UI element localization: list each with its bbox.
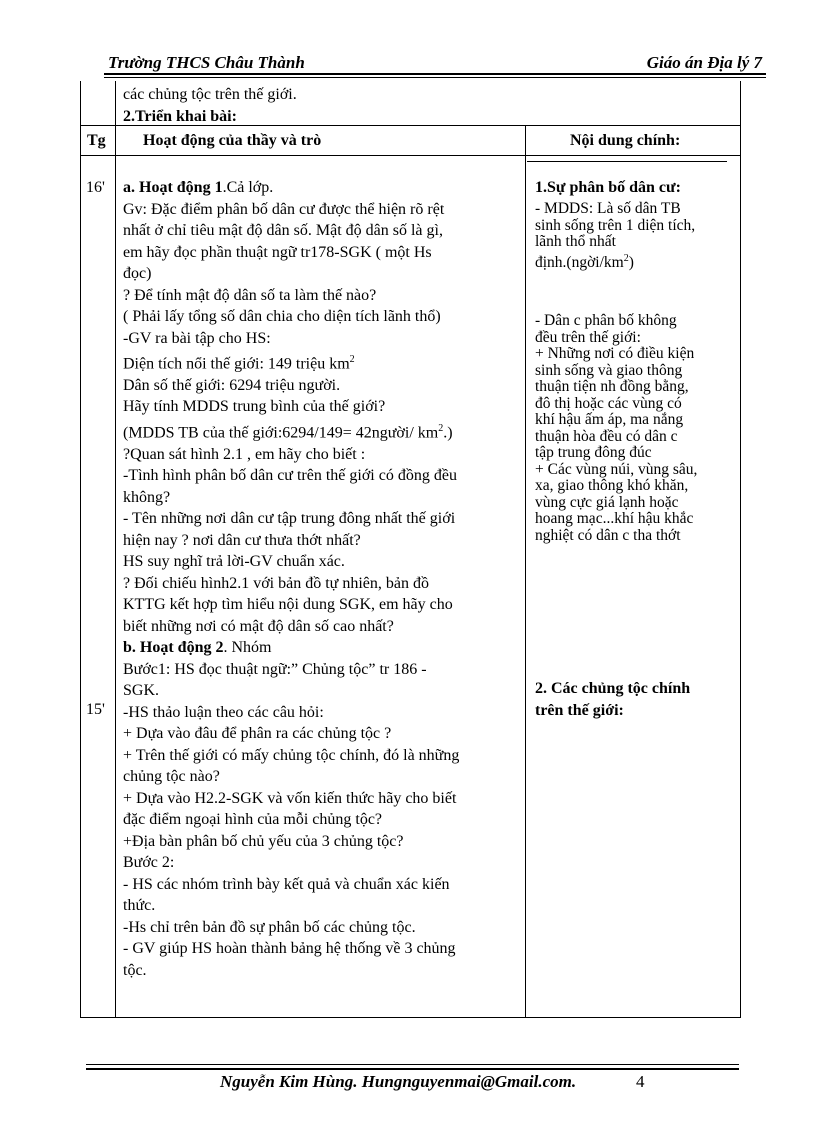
header-activity: Hoạt động của thầy và trò xyxy=(143,132,322,149)
activity-line: không? xyxy=(123,488,171,506)
activity-line: a. Hoạt động 1.Cả lớp. xyxy=(123,179,274,196)
activity-line: ?Quan sát hình 2.1 , em hãy cho biết : xyxy=(123,445,366,463)
header-school: Trường THCS Châu Thành xyxy=(108,53,305,72)
activity-line: - Tên những nơi dân cư tập trung đông nhất thế giới xyxy=(123,510,456,528)
activity-line: Bước1: HS đọc thuật ngữ:” Chủng tộc” tr 186 - xyxy=(123,660,427,678)
footer-author: Nguyễn Kim Hùng. Hungnguyenmai@Gmail.com. xyxy=(220,1072,577,1091)
content-line: - MDDS: Là số dân TB xyxy=(535,200,681,217)
content-header-underline xyxy=(527,161,727,162)
activity-1-label: a. Hoạt động 1 xyxy=(123,179,223,196)
time-activity-1: 16' xyxy=(86,179,105,196)
content-column-1 xyxy=(535,201,695,271)
activity-line: Dân số thế giới: 6294 triệu người. xyxy=(123,376,341,394)
intro-line-1: các chủng tộc trên thế giới. xyxy=(123,86,297,103)
activity-line: +Địa bàn phân bố chủ yếu của 3 chủng tộc? xyxy=(123,832,404,850)
content-column-divider xyxy=(525,125,526,1018)
activity-line: - HS các nhóm trình bày kết quả và chuẩn xác kiến xyxy=(123,875,450,893)
table-header-bottom-rule xyxy=(80,155,741,156)
activity-line: b. Hoạt động 2. Nhóm xyxy=(123,639,272,657)
activity-line: thức. xyxy=(123,897,156,915)
content-line: đều trên thế giới: xyxy=(535,328,641,346)
content-heading-2 xyxy=(535,678,690,721)
content-line: - Dân c phân bố không xyxy=(535,312,677,329)
activity-line: ? Đối chiếu hình2.1 với bản đồ tự nhiên, bản đồ xyxy=(123,574,429,592)
activity-line: Gv: Đặc điểm phân bố dân cư được thể hiện rõ rệt xyxy=(123,200,445,218)
activity-line: -Hs chỉ trên bản đồ sự phân bố các chủng tộc. xyxy=(123,918,416,936)
header-subject: Giáo án Địa lý 7 xyxy=(646,53,762,72)
activity-line: HS suy nghĩ trả lời-GV chuẩn xác. xyxy=(123,553,345,571)
footer-rule-thin xyxy=(86,1064,739,1065)
activity-line: ? Để tính mật độ dân số ta làm thế nào? xyxy=(123,286,377,304)
header-rule-thin xyxy=(104,77,766,78)
footer-rule xyxy=(86,1068,739,1070)
activity-line: ( Phải lấy tổng số dân chia cho diện tích lãnh thổ) xyxy=(123,308,441,325)
content-line: + Các vùng núi, vùng sâu, xyxy=(535,460,698,478)
content-line: sinh sống trên 1 diện tích, xyxy=(535,216,696,234)
time-activity-2: 15' xyxy=(86,701,105,718)
content-line: tập trung đông đúc xyxy=(535,444,652,461)
content-heading-2-line-2: trên thế giới: xyxy=(535,701,624,719)
header-rule xyxy=(104,73,766,75)
activity-line: chủng tộc nào? xyxy=(123,768,220,786)
activity-line: -HS thảo luận theo các câu hỏi: xyxy=(123,703,324,721)
activity-line: hiện nay ? nơi dân cư thưa thớt nhất? xyxy=(123,531,361,549)
activity-line: Hãy tính MDDS trung bình của thế giới? xyxy=(123,398,386,416)
content-line: $định.(ngời/km^2)$ xyxy=(535,252,634,271)
content-heading-1: 1.Sự phân bố dân cư: xyxy=(535,179,681,196)
content-line: lãnh thổ nhất xyxy=(535,233,616,250)
activity-line: nhất ở chỉ tiêu mật độ dân số. Mật độ dân số là gì, xyxy=(123,222,443,239)
activity-line: -Tình hình phân bố dân cư trên thế giới có đồng đều xyxy=(123,467,457,485)
activity-line: đọc) xyxy=(123,265,152,282)
content-heading-2-line-1: 2. Các chủng tộc chính xyxy=(535,680,691,697)
content-line: đô thị hoặc các vùng có xyxy=(535,394,682,412)
activity-line: em hãy đọc phần thuật ngữ tr178-SGK ( một Hs xyxy=(123,243,432,261)
page-number: 4 xyxy=(636,1072,645,1091)
header-tg: Tg xyxy=(87,132,106,149)
content-line: vùng cực giá lạnh hoặc xyxy=(535,493,679,511)
content-line: thuận tiện nh đồng bằng, xyxy=(535,378,689,395)
activity-line: đặc điểm ngoại hình của mỗi chủng tộc? xyxy=(123,811,383,829)
content-column-2 xyxy=(535,313,697,544)
activity-line: + Trên thế giới có mấy chủng tộc chính, đó là những xyxy=(123,746,460,764)
activity-line: biết những nơi có mật độ dân số cao nhất? xyxy=(123,617,394,635)
activity-line: tộc. xyxy=(123,961,147,979)
intro-line-2: 2.Triển khai bài: xyxy=(123,107,237,125)
content-line: xa, giao thông khó khăn, xyxy=(535,477,689,494)
activity-line: Bước 2: xyxy=(123,854,175,872)
content-line: sinh sống và giao thông xyxy=(535,361,683,379)
activity-line: SGK. xyxy=(123,682,160,700)
activity-line: (MDDS TB của thế giới:6294/149= 42người/ $km^2$.) xyxy=(123,422,453,442)
activity-column xyxy=(123,177,459,981)
content-line: thuận hòa đều có dân c xyxy=(535,427,678,445)
intro-text xyxy=(123,84,297,127)
header-content: Nội dung chính: xyxy=(570,132,681,149)
activity-2-label: b. Hoạt động 2 xyxy=(123,639,224,657)
activity-line: + Dựa vào đâu để phân ra các chủng tộc ? xyxy=(123,725,392,743)
activity-line: KTTG kết hợp tìm hiểu nội dung SGK, em hãy cho xyxy=(123,596,453,614)
activity-line: Diện tích nổi thế giới: 149 triệu $km^2$ xyxy=(123,354,355,373)
content-line: nghiệt có dân c tha thớt xyxy=(535,526,681,544)
content-line: hoang mạc...khí hậu khắc xyxy=(535,510,694,527)
activity-line: - GV giúp HS hoàn thành bảng hệ thống về 3 chủng xyxy=(123,940,456,958)
content-line: + Những nơi có điều kiện xyxy=(535,345,695,362)
activity-line: -GV ra bài tập cho HS: xyxy=(123,329,271,347)
content-line: khí hậu ấm áp, ma nắng xyxy=(535,411,684,428)
tg-column-divider xyxy=(115,81,116,1018)
activity-line: + Dựa vào H2.2-SGK và vốn kiến thức hãy cho biết xyxy=(123,789,457,807)
